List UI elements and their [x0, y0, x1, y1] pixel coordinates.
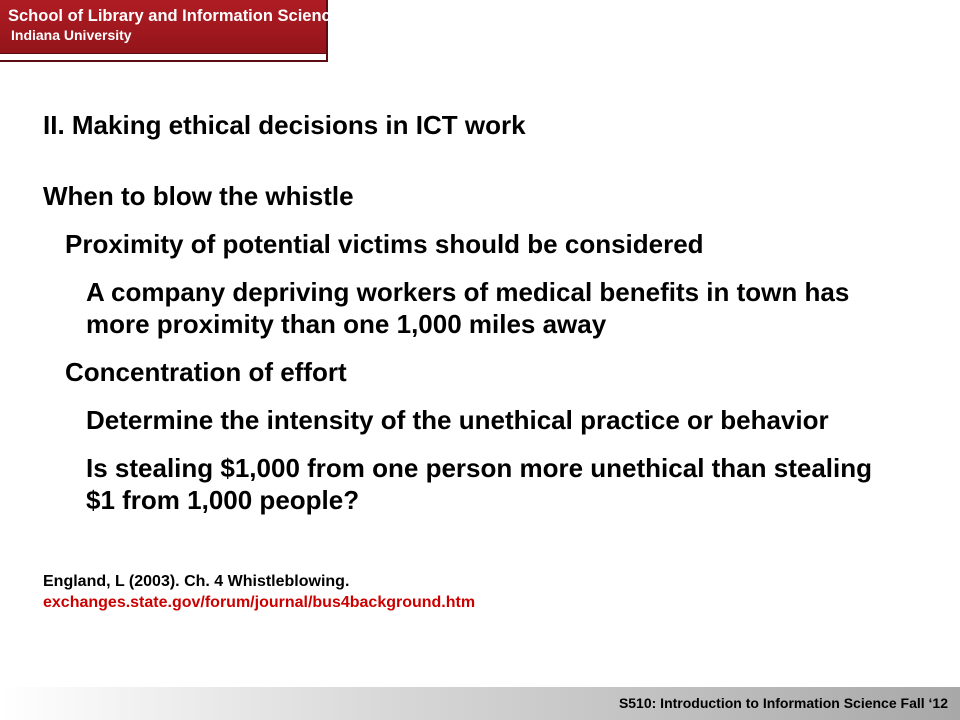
bullet-stealing-question: Is stealing $1,000 from one person more unethical than stealing $1 from 1,000 people?: [86, 453, 872, 515]
citation-link[interactable]: exchanges.state.gov/forum/journal/bus4background.htm: [43, 594, 476, 611]
logo-stripe: [0, 53, 326, 60]
logo-school-name: School of Library and Information Science: [8, 7, 340, 25]
logo-university-name: Indiana University: [11, 27, 132, 43]
footer-bar: [0, 687, 960, 720]
bullet-concentration: Concentration of effort: [65, 357, 347, 387]
bullet-proximity-example: A company depriving workers of medical benefits in town has more proximity than one 1,000 miles away: [86, 277, 850, 339]
slide-content: [43, 180, 943, 532]
citation: [43, 571, 475, 613]
university-logo-banner: [0, 0, 340, 62]
slide-title: II. Making ethical decisions in ICT work: [43, 110, 526, 140]
footer-course-label: S510: Introduction to Information Science Fall ‘12: [618, 695, 948, 711]
bullet-proximity: Proximity of potential victims should be considered: [65, 229, 704, 259]
citation-source: England, L (2003). Ch. 4 Whistleblowing.: [43, 573, 350, 590]
bullet-intensity: Determine the intensity of the unethical practice or behavior: [86, 405, 829, 435]
bullet-when-to-blow-whistle: When to blow the whistle: [43, 181, 354, 211]
